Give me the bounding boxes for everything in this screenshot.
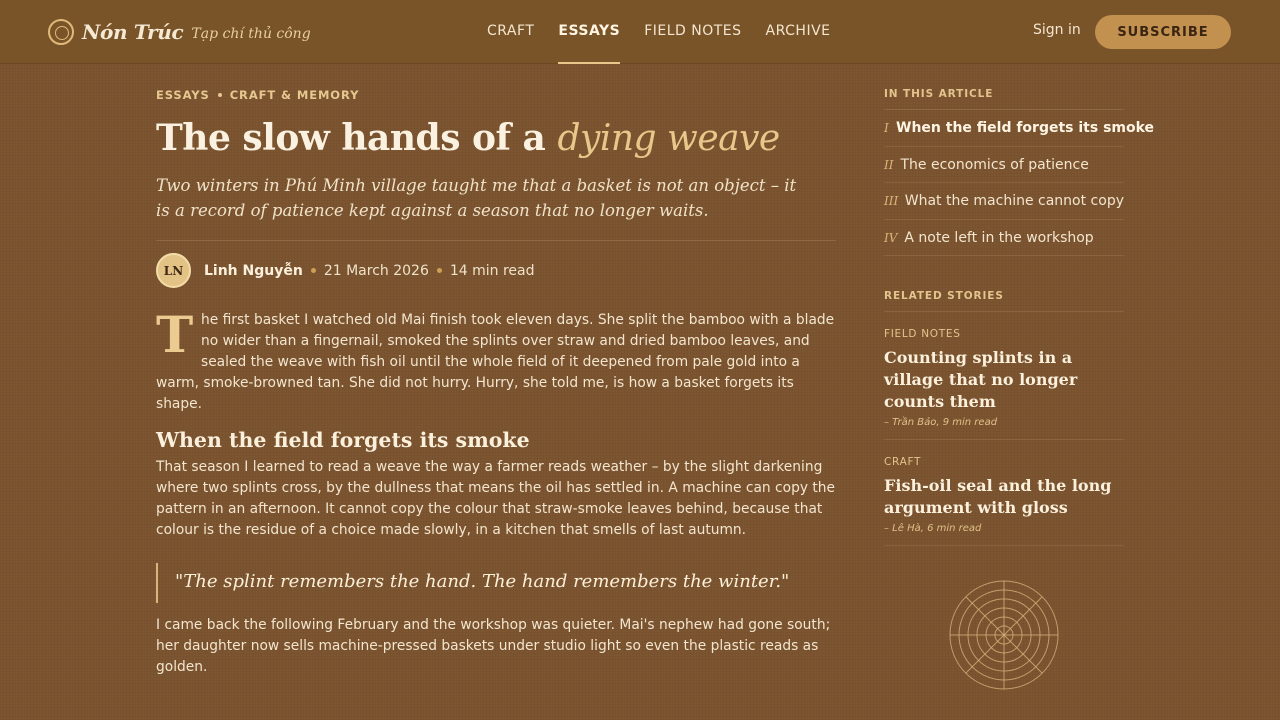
drop-cap: T (156, 305, 194, 364)
brand-name: Nón Trúc (82, 20, 184, 44)
toc-numeral: II (884, 157, 894, 172)
sign-in-link[interactable]: Sign in (1033, 22, 1081, 38)
article-dek: Two winters in Phú Minh village taught me that a basket is not an object – it is a record of patience kept against a season that no longer waits. (156, 176, 797, 220)
main-nav (487, 0, 855, 64)
pull-quote: "The splint remembers the hand. The hand remembers the winter." (156, 563, 836, 603)
title-plain: The slow hands of a (156, 117, 546, 159)
breadcrumb (156, 88, 836, 102)
toc-item-4[interactable] (884, 220, 1124, 257)
toc-item-3[interactable] (884, 183, 1124, 220)
toc-numeral: IV (884, 230, 898, 245)
toc-item-label: When the field forgets its smoke (896, 120, 1155, 136)
section-heading: When the field forgets its smoke (156, 428, 530, 452)
breadcrumb-craft-memory[interactable]: CRAFT & MEMORY (229, 88, 360, 102)
story-meta: – Lê Hà, 6 min read (884, 523, 982, 534)
nav-field-notes[interactable]: FIELD NOTES (644, 23, 742, 39)
toc-item-1[interactable] (884, 110, 1155, 147)
body-paragraph: That season I learned to read a weave the way a farmer reads weather – by the slight darkening where two splints cross, by the dullness that means the oil has settled in. A machine can copy the pattern in an afternoon. It cannot copy the colour that straw-smoke leaves behind, because that colour is the residue of a choice made slowly, in a kitchen that smells of last autumn. (156, 459, 836, 538)
story-title: Fish-oil seal and the long argument with gloss (884, 476, 1112, 517)
toc-numeral: I (884, 121, 889, 135)
article-title (156, 116, 836, 161)
byline-separator (437, 268, 442, 273)
body-paragraph: I came back the following February and the workshop was quieter. Mai's nephew had gone south; her daughter now sells machine-pressed baskets under studio light so even the plastic reads as golden. (156, 617, 831, 675)
woven-rosette-icon (948, 579, 1060, 691)
brand-tagline: Tạp chí thủ công (191, 25, 311, 42)
related-label: RELATED STORIES (884, 290, 1124, 312)
sidebar (884, 88, 1155, 546)
breadcrumb-essays[interactable]: ESSAYS (156, 88, 210, 102)
toc-label: IN THIS ARTICLE (884, 88, 1124, 110)
byline-separator (311, 268, 316, 273)
avatar: LN (156, 253, 191, 288)
story-meta: – Trần Bảo, 9 min read (884, 417, 998, 428)
author-name[interactable]: Linh Nguyễn (204, 262, 303, 279)
toc-item-label: A note left in the workshop (904, 229, 1094, 246)
publish-date: 21 March 2026 (323, 262, 429, 279)
toc-item-label: The economics of patience (900, 156, 1089, 173)
concentric-circle-icon (48, 19, 74, 45)
story-kicker: FIELD NOTES (884, 328, 961, 340)
site-header (0, 0, 1280, 64)
toc-item-label: What the machine cannot copy (904, 193, 1124, 209)
lead-paragraph (156, 305, 836, 415)
story-kicker: CRAFT (884, 456, 922, 468)
breadcrumb-separator (218, 93, 222, 97)
read-time: 14 min read (449, 262, 535, 279)
title-accent: dying weave (557, 118, 780, 159)
related-story-2[interactable] (884, 440, 1124, 546)
nav-archive[interactable]: ARCHIVE (765, 23, 831, 39)
lead-text: he first basket I watched old Mai finish took eleven days. She split the bamboo with a blade no wider than a fingernail, smoked the splints over straw and dried bamboo leaves, and sealed the weave with fish oil until the whole field of it deepened from pale gold into a warm, smoke-browned tan. She did not hurry. Hurry, she told me, is how a basket forgets its shape. (156, 312, 835, 412)
nav-craft[interactable]: CRAFT (487, 23, 535, 39)
nav-essays[interactable]: ESSAYS (558, 0, 620, 64)
article (156, 88, 836, 678)
story-title: Counting splints in a village that no longer counts them (884, 348, 1078, 411)
subscribe-button[interactable]: SUBSCRIBE (1095, 15, 1231, 49)
article-body (156, 305, 836, 678)
brand-logo[interactable] (48, 19, 311, 45)
related-story-1[interactable] (884, 312, 1124, 440)
byline (156, 240, 836, 288)
toc-numeral: III (884, 194, 899, 208)
toc-item-2[interactable] (884, 147, 1124, 184)
